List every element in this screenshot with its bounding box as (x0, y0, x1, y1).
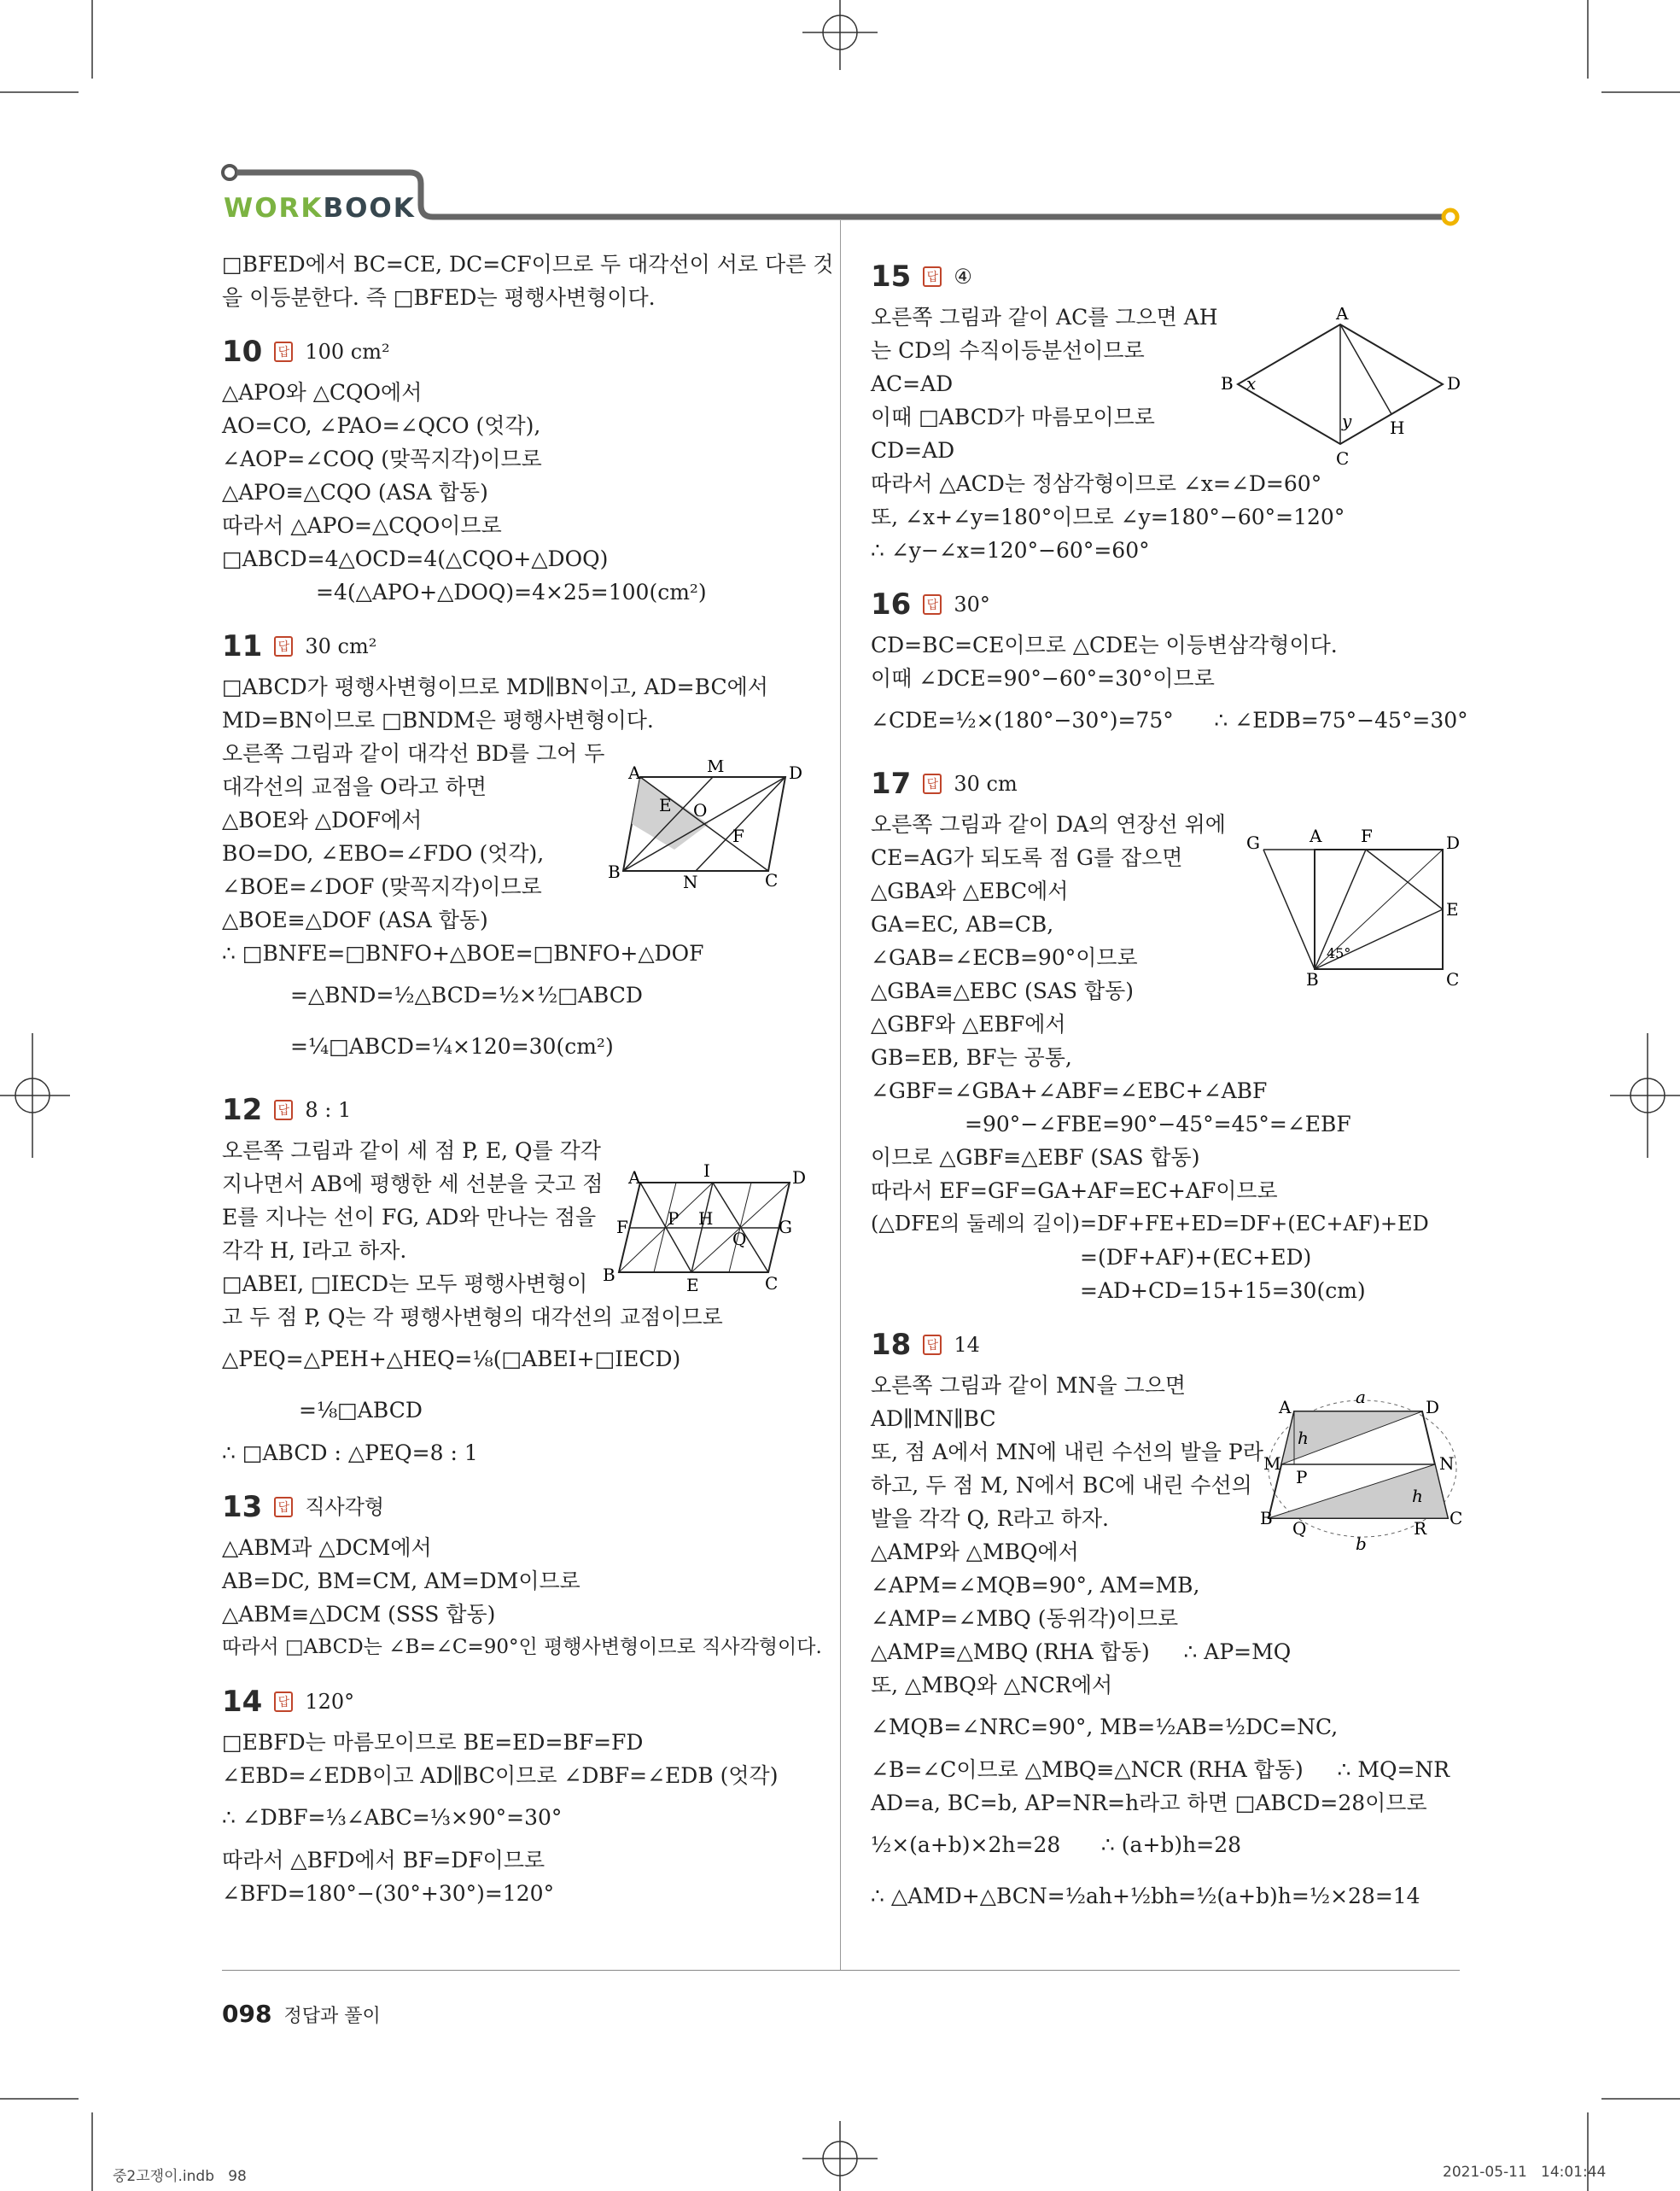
svg-text:C: C (1450, 1508, 1463, 1528)
svg-text:h: h (1412, 1486, 1423, 1506)
solution-line: 따라서 EF=GF=GA+AF=EC+AF이므로 (871, 1178, 1278, 1203)
answer-text: 직사각형 (305, 1495, 385, 1519)
solution-line: △GBA와 △EBC에서 (871, 879, 1069, 903)
answer-icon: 답 (274, 1497, 293, 1517)
solution-line: ∠B=∠C이므로 △MBQ≡△NCR (RHA 합동) ∴ MQ=NR (871, 1757, 1450, 1782)
svg-text:A: A (1336, 307, 1349, 324)
solution-line: 고 두 점 P, Q는 각 평행사변형의 대각선의 교점이므로 (222, 1305, 723, 1329)
solution-line: 지나면서 AB에 평행한 세 선분을 긋고 점 (222, 1171, 604, 1196)
answer-icon: 답 (923, 1335, 942, 1355)
solution-line: ∴ ∠DBF=⅓∠ABC=⅓×90°=30° (222, 1805, 563, 1830)
svg-text:C: C (1446, 969, 1460, 990)
svg-text:E: E (659, 795, 672, 815)
svg-text:A: A (1279, 1397, 1292, 1417)
svg-text:B: B (603, 1265, 615, 1285)
solution-line: AD∥MN∥BC (871, 1406, 996, 1431)
footer-label: 정답과 풀이 (283, 2006, 381, 2027)
solution-line: =¼□ABCD=¼×120=30(cm²) (290, 1034, 614, 1059)
svg-text:b: b (1356, 1534, 1367, 1550)
answer-text: 120° (305, 1690, 355, 1714)
solution-line: △GBF와 △EBF에서 (871, 1012, 1066, 1037)
solution-line: 또, 점 A에서 MN에 내린 수선의 발을 P라 (871, 1440, 1263, 1464)
solution-line: AB=DC, BM=CM, AM=DM이므로 (222, 1569, 580, 1593)
solution-line: ∠CDE=½×(180°−30°)=75° ∴ ∠EDB=75°−45°=30° (871, 708, 1468, 733)
svg-text:Q: Q (1292, 1518, 1307, 1539)
q15-heading (871, 253, 1468, 301)
solution-line: 발을 각각 Q, R라고 하자. (871, 1506, 1109, 1531)
svg-text:R: R (1414, 1518, 1427, 1539)
solution-line: MD=BN이므로 □BNDM은 평행사변형이다. (222, 708, 654, 733)
solution-line: □ABCD=4△OCD=4(△CQO+△DOQ) (222, 546, 609, 571)
answer-icon: 답 (274, 1100, 293, 1120)
solution-line: 각각 H, I라고 하자. (222, 1238, 407, 1263)
q18-heading (871, 1321, 1468, 1369)
solution-line: 는 CD의 수직이등분선이므로 (871, 338, 1145, 363)
print-filename: 중2고쟁이.indb 98 (113, 2168, 247, 2185)
answer-text: 100 cm² (305, 340, 390, 364)
svg-text:G: G (779, 1217, 792, 1237)
page-number: 098 (222, 2000, 272, 2028)
solution-line: ½×(a+b)×2h=28 ∴ (a+b)h=28 (871, 1832, 1242, 1857)
q15-figure (1212, 307, 1468, 470)
svg-text:F: F (1361, 828, 1373, 846)
svg-text:x: x (1246, 373, 1257, 394)
solution-line: △ABM≡△DCM (SSS 합동) (222, 1602, 496, 1627)
question-number: 15 (871, 260, 912, 294)
solution-line: 또, △MBQ와 △NCR에서 (871, 1673, 1113, 1697)
solution-line: 하고, 두 점 M, N에서 BC에 내린 수선의 (871, 1473, 1252, 1498)
solution-line: 오른쪽 그림과 같이 DA의 연장선 위에 (871, 812, 1226, 837)
svg-text:B: B (1221, 373, 1234, 394)
answer-text: 14 (954, 1333, 980, 1357)
solution-line: GB=EB, BF는 공통, (871, 1045, 1072, 1070)
solution-line: ∠EBD=∠EDB이고 AD∥BC이므로 ∠DBF=∠EDB (엇각) (222, 1763, 779, 1788)
q17-figure (1238, 828, 1468, 990)
intro-line: 을 이등분한다. 즉 □BFED는 평행사변형이다. (222, 285, 656, 310)
svg-text:N: N (1439, 1453, 1455, 1474)
solution-line: 또, ∠x+∠y=180°이므로 ∠y=180°−60°=120° (871, 505, 1345, 529)
footer-rule (222, 1970, 1460, 1971)
question-number: 17 (871, 767, 912, 801)
solution-line: CD=BC=CE이므로 △CDE는 이등변삼각형이다. (871, 633, 1338, 657)
solution-line: △BOE와 △DOF에서 (222, 808, 423, 833)
solution-line: (△DFE의 둘레의 길이)=DF+FE+ED=DF+(EC+AF)+ED (871, 1212, 1429, 1236)
answer-icon: 답 (923, 594, 942, 615)
solution-line: △AMP와 △MBQ에서 (871, 1540, 1079, 1564)
page-footer (222, 2000, 381, 2028)
brand-work: WORK (224, 193, 324, 224)
q12-figure (598, 1161, 820, 1298)
svg-text:A: A (1310, 828, 1322, 846)
svg-text:B: B (1260, 1508, 1273, 1528)
solution-line: CE=AG가 되도록 점 G를 잡으면 (871, 845, 1183, 870)
svg-text:H: H (1390, 418, 1405, 438)
solution-line: 따라서 △APO=△CQO이므로 (222, 513, 502, 538)
solution-line: =⅛□ABCD (299, 1398, 423, 1423)
answer-icon: 답 (923, 266, 942, 287)
solution-line: ∠APM=∠MQB=90°, AM=MB, (871, 1573, 1200, 1598)
svg-text:B: B (1306, 969, 1319, 990)
solution-line: E를 지나는 선이 FG, AD와 만나는 점을 (222, 1205, 597, 1230)
svg-text:C: C (1336, 448, 1350, 469)
solution-line: □EBFD는 마름모이므로 BE=ED=BF=FD (222, 1730, 644, 1755)
q14-heading (222, 1678, 820, 1726)
answer-text: 30 cm (954, 772, 1018, 796)
svg-text:H: H (698, 1208, 714, 1229)
solution-line: AD=a, BC=b, AP=NR=h라고 하면 □ABCD=28이므로 (871, 1791, 1427, 1815)
q11-heading (222, 622, 820, 670)
intro-line: □BFED에서 BC=CE, DC=CF이므로 두 대각선이 서로 다른 것 (222, 252, 834, 277)
left-column (222, 248, 834, 1910)
solution-line: ∴ ∠y−∠x=120°−60°=60° (871, 538, 1150, 563)
solution-line: 오른쪽 그림과 같이 MN을 그으면 (871, 1373, 1187, 1398)
question-number: 13 (222, 1490, 263, 1524)
solution-line: ∠AOP=∠COQ (맞꼭지각)이므로 (222, 447, 542, 471)
question-number: 16 (871, 587, 912, 622)
solution-line: □ABCD가 평행사변형이므로 MD∥BN이고, AD=BC에서 (222, 675, 768, 699)
svg-text:A: A (628, 762, 641, 783)
solution-line: △APO≡△CQO (ASA 합동) (222, 480, 488, 505)
q10-heading (222, 328, 820, 376)
solution-line: 이므로 △GBF≡△EBF (SAS 합동) (871, 1145, 1200, 1170)
column-divider (840, 220, 841, 1971)
answer-text: ④ (954, 265, 972, 289)
solution-line: △AMP≡△MBQ (RHA 합동) ∴ AP=MQ (871, 1639, 1292, 1664)
brand-book: BOOK (323, 193, 416, 224)
q18-figure (1260, 1388, 1473, 1550)
svg-text:D: D (789, 762, 803, 783)
answer-icon: 답 (923, 774, 942, 794)
solution-line: AO=CO, ∠PAO=∠QCO (엇각), (222, 413, 541, 438)
solution-line: =△BND=½△BCD=½×½□ABCD (290, 983, 643, 1008)
solution-line: △ABM과 △DCM에서 (222, 1535, 432, 1560)
answer-icon: 답 (274, 636, 293, 657)
question-number: 10 (222, 335, 263, 369)
solution-line: 오른쪽 그림과 같이 세 점 P, E, Q를 각각 (222, 1138, 601, 1163)
svg-text:h: h (1298, 1428, 1309, 1448)
answer-text: 8 : 1 (305, 1098, 352, 1122)
svg-text:C: C (765, 1273, 779, 1294)
question-number: 11 (222, 629, 263, 663)
solution-line: CD=AD (871, 438, 955, 463)
solution-line: GA=EC, AB=CB, (871, 912, 1054, 937)
question-number: 14 (222, 1685, 263, 1719)
svg-text:F: F (732, 826, 744, 846)
solution-line: 오른쪽 그림과 같이 AC를 그으면 AH (871, 305, 1218, 330)
solution-line: ∴ □BNFE=□BNFO+△BOE=□BNFO+△DOF (222, 941, 704, 966)
solution-line: 따라서 □ABCD는 ∠B=∠C=90°인 평행사변형이므로 직사각형이다. (222, 1636, 822, 1658)
svg-text:M: M (707, 760, 725, 776)
svg-text:C: C (765, 870, 779, 888)
q16-heading (871, 581, 1468, 628)
solution-line: AC=AD (871, 371, 954, 396)
svg-text:a: a (1356, 1388, 1366, 1407)
svg-text:D: D (1426, 1397, 1440, 1417)
workbook-brand (224, 193, 416, 224)
answer-text: 30 cm² (305, 634, 377, 658)
solution-line: △GBA≡△EBC (SAS 합동) (871, 979, 1135, 1003)
svg-text:N: N (683, 872, 698, 888)
svg-text:F: F (616, 1217, 628, 1237)
question-number: 12 (222, 1093, 263, 1127)
solution-line: BO=DO, ∠EBO=∠FDO (엇각), (222, 841, 545, 866)
svg-text:y: y (1342, 411, 1352, 431)
q11-figure (598, 760, 820, 888)
solution-line: 오른쪽 그림과 같이 대각선 BD를 그어 두 (222, 741, 605, 766)
q12-heading (222, 1086, 820, 1134)
answer-text: 30° (954, 593, 990, 616)
solution-line: △BOE≡△DOF (ASA 합동) (222, 908, 488, 932)
question-number: 18 (871, 1328, 912, 1362)
svg-text:E: E (686, 1275, 699, 1295)
svg-text:P: P (1296, 1467, 1308, 1487)
right-column (871, 253, 1468, 1922)
svg-text:D: D (1447, 373, 1461, 394)
solution-line: ∠MQB=∠NRC=90°, MB=½AB=½DC=NC, (871, 1715, 1339, 1739)
solution-line: 따라서 △ACD는 정삼각형이므로 ∠x=∠D=60° (871, 471, 1322, 496)
answer-icon: 답 (274, 1691, 293, 1712)
solution-line: 따라서 △BFD에서 BF=DF이므로 (222, 1848, 545, 1873)
q13-heading (222, 1483, 820, 1531)
svg-text:A: A (628, 1167, 641, 1188)
svg-text:B: B (608, 862, 621, 882)
solution-line: 대각선의 교점을 O라고 하면 (222, 774, 487, 799)
svg-text:I: I (703, 1161, 710, 1181)
svg-text:E: E (1446, 899, 1459, 920)
svg-text:O: O (693, 800, 708, 821)
svg-text:P: P (668, 1208, 680, 1229)
solution-line: ∴ △AMD+△BCN=½ah+½bh=½(a+b)h=½×28=14 (871, 1884, 1420, 1908)
solution-line: △APO와 △CQO에서 (222, 380, 423, 405)
solution-line: =AD+CD=15+15=30(cm) (1080, 1278, 1366, 1303)
solution-line: =(DF+AF)+(EC+ED) (1080, 1245, 1312, 1270)
svg-text:G: G (1246, 833, 1260, 853)
svg-text:Q: Q (732, 1229, 747, 1249)
svg-text:M: M (1263, 1453, 1281, 1474)
solution-line: ∠AMP=∠MBQ (동위각)이므로 (871, 1606, 1179, 1631)
solution-line: ∠GAB=∠ECB=90°이므로 (871, 945, 1138, 970)
answer-icon: 답 (274, 342, 293, 362)
svg-text:45°: 45° (1327, 945, 1351, 961)
svg-text:D: D (1446, 833, 1461, 853)
solution-line: =90°−∠FBE=90°−45°=45°=∠EBF (965, 1112, 1351, 1136)
solution-line: 이때 ∠DCE=90°−60°=30°이므로 (871, 666, 1215, 691)
svg-text:D: D (792, 1167, 807, 1188)
q17-heading (871, 760, 1468, 808)
solution-line: 이때 □ABCD가 마름모이므로 (871, 405, 1155, 429)
solution-line: △PEQ=△PEH+△HEQ=⅛(□ABEI+□IECD) (222, 1347, 681, 1371)
solution-line: ∴ □ABCD : △PEQ=8 : 1 (222, 1440, 478, 1465)
solution-line: ∠BOE=∠DOF (맞꼭지각)이므로 (222, 874, 542, 899)
solution-line: ∠BFD=180°−(30°+30°)=120° (222, 1881, 555, 1906)
print-timestamp: 2021-05-11 14:01:44 (1443, 2164, 1607, 2181)
solution-line: □ABEI, □IECD는 모두 평행사변형이 (222, 1271, 588, 1296)
solution-line: ∠GBF=∠GBA+∠ABF=∠EBC+∠ABF (871, 1078, 1268, 1103)
solution-line: =4(△APO+△DOQ)=4×25=100(cm²) (316, 580, 707, 605)
